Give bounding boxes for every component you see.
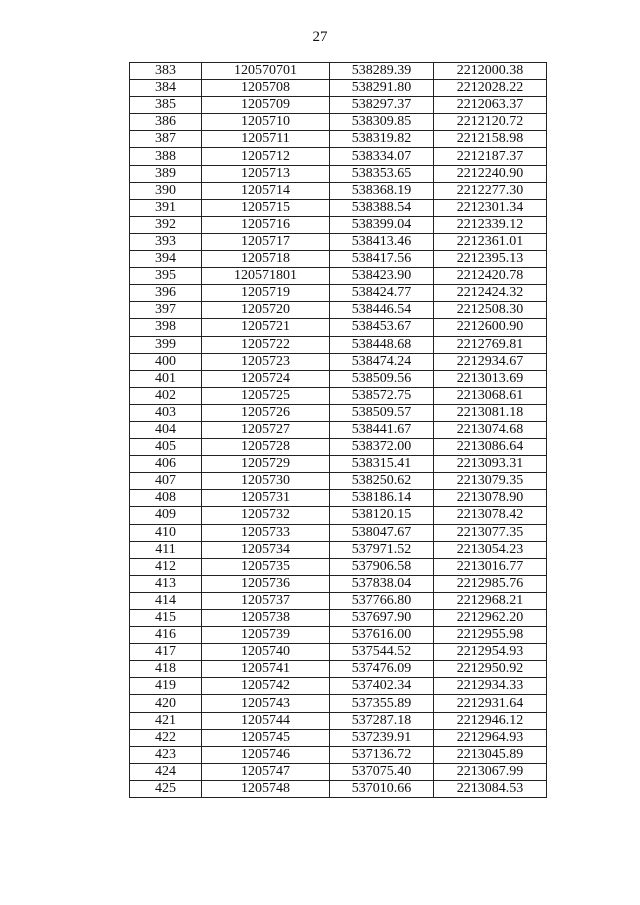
table-row [130,644,547,661]
point-id-cell: 1205722 [202,336,330,353]
y-coordinate-cell: 2212962.20 [434,610,547,627]
x-coordinate-cell: 538509.56 [330,370,434,387]
table-row [130,148,547,165]
point-number-cell: 400 [130,353,202,370]
point-id-cell: 1205712 [202,148,330,165]
table-row [130,251,547,268]
x-coordinate-cell: 538334.07 [330,148,434,165]
point-number-cell: 384 [130,80,202,97]
point-number-cell: 416 [130,627,202,644]
x-coordinate-cell: 537239.91 [330,729,434,746]
table-row [130,353,547,370]
y-coordinate-cell: 2212508.30 [434,302,547,319]
y-coordinate-cell: 2213054.23 [434,541,547,558]
x-coordinate-cell: 538417.56 [330,251,434,268]
table-row [130,165,547,182]
x-coordinate-cell: 537616.00 [330,627,434,644]
y-coordinate-cell: 2212769.81 [434,336,547,353]
table-row [130,610,547,627]
point-number-cell: 410 [130,524,202,541]
point-id-cell: 1205739 [202,627,330,644]
table-row [130,182,547,199]
point-number-cell: 420 [130,695,202,712]
x-coordinate-cell: 538388.54 [330,199,434,216]
x-coordinate-cell: 537075.40 [330,763,434,780]
x-coordinate-cell: 538372.00 [330,439,434,456]
y-coordinate-cell: 2213093.31 [434,456,547,473]
table-row [130,216,547,233]
point-id-cell: 1205734 [202,541,330,558]
y-coordinate-cell: 2212028.22 [434,80,547,97]
point-id-cell: 1205726 [202,404,330,421]
table-row [130,627,547,644]
y-coordinate-cell: 2212931.64 [434,695,547,712]
x-coordinate-cell: 537402.34 [330,678,434,695]
point-id-cell: 1205746 [202,746,330,763]
point-id-cell: 1205710 [202,114,330,131]
table-row [130,80,547,97]
point-id-cell: 1205737 [202,592,330,609]
y-coordinate-cell: 2212964.93 [434,729,547,746]
point-id-cell: 1205721 [202,319,330,336]
y-coordinate-cell: 2213078.90 [434,490,547,507]
x-coordinate-cell: 537971.52 [330,541,434,558]
point-id-cell: 1205723 [202,353,330,370]
coordinates-table [129,62,547,798]
coordinates-table-body [130,63,547,798]
y-coordinate-cell: 2213013.69 [434,370,547,387]
point-id-cell: 1205713 [202,165,330,182]
table-row [130,746,547,763]
point-number-cell: 409 [130,507,202,524]
point-number-cell: 383 [130,63,202,80]
y-coordinate-cell: 2213077.35 [434,524,547,541]
y-coordinate-cell: 2212968.21 [434,592,547,609]
table-row [130,712,547,729]
point-number-cell: 395 [130,268,202,285]
point-id-cell: 1205719 [202,285,330,302]
point-number-cell: 417 [130,644,202,661]
point-number-cell: 415 [130,610,202,627]
point-number-cell: 387 [130,131,202,148]
y-coordinate-cell: 2212955.98 [434,627,547,644]
y-coordinate-cell: 2212000.38 [434,63,547,80]
point-id-cell: 1205729 [202,456,330,473]
y-coordinate-cell: 2212954.93 [434,644,547,661]
point-id-cell: 1205714 [202,182,330,199]
x-coordinate-cell: 537136.72 [330,746,434,763]
y-coordinate-cell: 2212158.98 [434,131,547,148]
point-id-cell: 1205718 [202,251,330,268]
y-coordinate-cell: 2212240.90 [434,165,547,182]
table-row [130,63,547,80]
point-number-cell: 425 [130,780,202,797]
point-number-cell: 421 [130,712,202,729]
table-row [130,490,547,507]
y-coordinate-cell: 2212934.67 [434,353,547,370]
point-id-cell: 1205720 [202,302,330,319]
x-coordinate-cell: 538368.19 [330,182,434,199]
y-coordinate-cell: 2212395.13 [434,251,547,268]
y-coordinate-cell: 2212420.78 [434,268,547,285]
x-coordinate-cell: 538289.39 [330,63,434,80]
x-coordinate-cell: 538509.57 [330,404,434,421]
point-number-cell: 411 [130,541,202,558]
point-number-cell: 386 [130,114,202,131]
y-coordinate-cell: 2213068.61 [434,387,547,404]
point-number-cell: 397 [130,302,202,319]
table-row [130,404,547,421]
table-row [130,131,547,148]
table-row [130,319,547,336]
x-coordinate-cell: 538120.15 [330,507,434,524]
point-id-cell: 1205740 [202,644,330,661]
table-row [130,456,547,473]
x-coordinate-cell: 538448.68 [330,336,434,353]
y-coordinate-cell: 2213045.89 [434,746,547,763]
x-coordinate-cell: 538309.85 [330,114,434,131]
point-number-cell: 388 [130,148,202,165]
x-coordinate-cell: 538047.67 [330,524,434,541]
point-number-cell: 406 [130,456,202,473]
x-coordinate-cell: 538399.04 [330,216,434,233]
table-row [130,268,547,285]
x-coordinate-cell: 538186.14 [330,490,434,507]
page-number: 27 [312,29,328,45]
x-coordinate-cell: 538423.90 [330,268,434,285]
x-coordinate-cell: 537697.90 [330,610,434,627]
point-number-cell: 392 [130,216,202,233]
point-number-cell: 385 [130,97,202,114]
point-number-cell: 389 [130,165,202,182]
table-row [130,661,547,678]
table-row [130,780,547,797]
point-number-cell: 419 [130,678,202,695]
point-number-cell: 401 [130,370,202,387]
x-coordinate-cell: 538297.37 [330,97,434,114]
x-coordinate-cell: 537766.80 [330,592,434,609]
point-number-cell: 412 [130,558,202,575]
point-id-cell: 1205736 [202,575,330,592]
x-coordinate-cell: 538424.77 [330,285,434,302]
point-number-cell: 418 [130,661,202,678]
y-coordinate-cell: 2212120.72 [434,114,547,131]
y-coordinate-cell: 2212301.34 [434,199,547,216]
table-row [130,233,547,250]
point-number-cell: 424 [130,763,202,780]
table-row [130,729,547,746]
table-row [130,575,547,592]
table-row [130,114,547,131]
y-coordinate-cell: 2213086.64 [434,439,547,456]
table-row [130,524,547,541]
point-number-cell: 413 [130,575,202,592]
point-number-cell: 394 [130,251,202,268]
point-number-cell: 414 [130,592,202,609]
x-coordinate-cell: 537906.58 [330,558,434,575]
table-row [130,763,547,780]
table-row [130,678,547,695]
point-id-cell: 1205708 [202,80,330,97]
x-coordinate-cell: 538319.82 [330,131,434,148]
table-row [130,473,547,490]
x-coordinate-cell: 538453.67 [330,319,434,336]
point-id-cell: 120570701 [202,63,330,80]
y-coordinate-cell: 2212934.33 [434,678,547,695]
x-coordinate-cell: 538315.41 [330,456,434,473]
point-id-cell: 1205732 [202,507,330,524]
x-coordinate-cell: 538250.62 [330,473,434,490]
table-row [130,285,547,302]
x-coordinate-cell: 538474.24 [330,353,434,370]
y-coordinate-cell: 2213074.68 [434,421,547,438]
point-id-cell: 1205745 [202,729,330,746]
x-coordinate-cell: 537287.18 [330,712,434,729]
point-id-cell: 1205742 [202,678,330,695]
table-row [130,370,547,387]
y-coordinate-cell: 2213081.18 [434,404,547,421]
point-number-cell: 403 [130,404,202,421]
point-id-cell: 1205747 [202,763,330,780]
point-number-cell: 391 [130,199,202,216]
point-number-cell: 398 [130,319,202,336]
table-row [130,302,547,319]
y-coordinate-cell: 2212063.37 [434,97,547,114]
point-id-cell: 1205733 [202,524,330,541]
point-number-cell: 402 [130,387,202,404]
x-coordinate-cell: 538291.80 [330,80,434,97]
y-coordinate-cell: 2212985.76 [434,575,547,592]
point-id-cell: 1205730 [202,473,330,490]
x-coordinate-cell: 537544.52 [330,644,434,661]
table-row [130,97,547,114]
point-id-cell: 1205738 [202,610,330,627]
table-row [130,695,547,712]
point-id-cell: 1205748 [202,780,330,797]
point-number-cell: 423 [130,746,202,763]
y-coordinate-cell: 2212361.01 [434,233,547,250]
y-coordinate-cell: 2213079.35 [434,473,547,490]
y-coordinate-cell: 2213016.77 [434,558,547,575]
x-coordinate-cell: 537355.89 [330,695,434,712]
point-id-cell: 1205717 [202,233,330,250]
point-number-cell: 404 [130,421,202,438]
x-coordinate-cell: 538353.65 [330,165,434,182]
table-row [130,439,547,456]
point-id-cell: 1205735 [202,558,330,575]
y-coordinate-cell: 2213084.53 [434,780,547,797]
point-id-cell: 120571801 [202,268,330,285]
table-row [130,199,547,216]
point-id-cell: 1205724 [202,370,330,387]
point-id-cell: 1205715 [202,199,330,216]
point-id-cell: 1205728 [202,439,330,456]
point-id-cell: 1205725 [202,387,330,404]
x-coordinate-cell: 537010.66 [330,780,434,797]
point-number-cell: 393 [130,233,202,250]
x-coordinate-cell: 537476.09 [330,661,434,678]
table-row [130,558,547,575]
y-coordinate-cell: 2213067.99 [434,763,547,780]
point-number-cell: 390 [130,182,202,199]
y-coordinate-cell: 2212339.12 [434,216,547,233]
point-number-cell: 408 [130,490,202,507]
point-id-cell: 1205709 [202,97,330,114]
point-number-cell: 396 [130,285,202,302]
y-coordinate-cell: 2212946.12 [434,712,547,729]
point-id-cell: 1205744 [202,712,330,729]
point-id-cell: 1205716 [202,216,330,233]
point-id-cell: 1205731 [202,490,330,507]
x-coordinate-cell: 538446.54 [330,302,434,319]
point-number-cell: 399 [130,336,202,353]
point-id-cell: 1205711 [202,131,330,148]
y-coordinate-cell: 2212950.92 [434,661,547,678]
table-row [130,541,547,558]
point-number-cell: 405 [130,439,202,456]
x-coordinate-cell: 538572.75 [330,387,434,404]
y-coordinate-cell: 2213078.42 [434,507,547,524]
y-coordinate-cell: 2212424.32 [434,285,547,302]
point-id-cell: 1205741 [202,661,330,678]
point-number-cell: 422 [130,729,202,746]
y-coordinate-cell: 2212277.30 [434,182,547,199]
table-row [130,387,547,404]
x-coordinate-cell: 537838.04 [330,575,434,592]
table-row [130,507,547,524]
x-coordinate-cell: 538441.67 [330,421,434,438]
table-row [130,592,547,609]
table-row [130,421,547,438]
y-coordinate-cell: 2212600.90 [434,319,547,336]
point-number-cell: 407 [130,473,202,490]
table-row [130,336,547,353]
y-coordinate-cell: 2212187.37 [434,148,547,165]
x-coordinate-cell: 538413.46 [330,233,434,250]
point-id-cell: 1205743 [202,695,330,712]
point-id-cell: 1205727 [202,421,330,438]
